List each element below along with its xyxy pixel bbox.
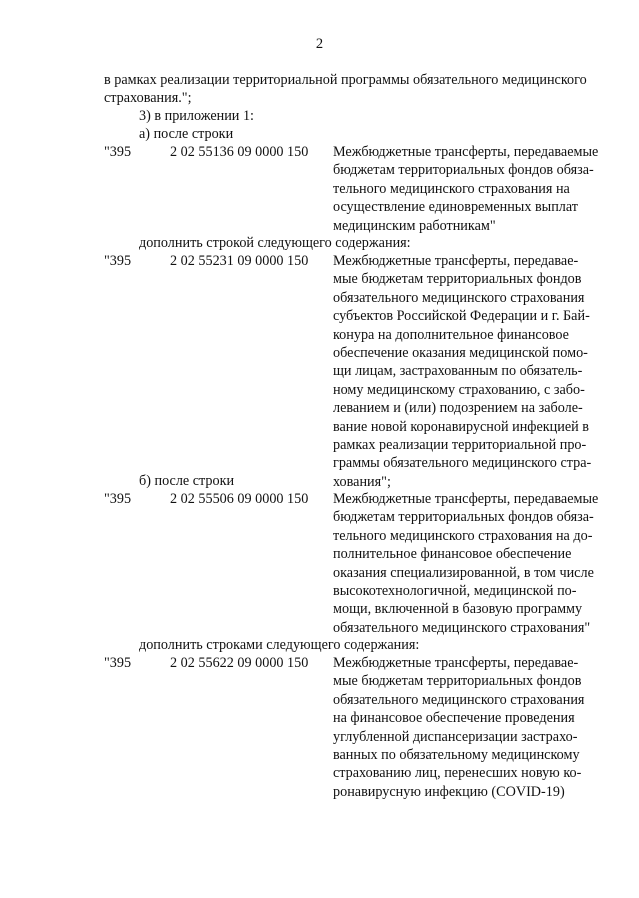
description-line: высокотехнологичной, медицинской по- <box>333 583 577 600</box>
description-line: обязательного медицинского страхования <box>333 691 585 708</box>
item-a-heading: а) после строки <box>139 126 234 142</box>
description-line: конура на дополнительное финансовое <box>333 326 569 343</box>
item-b-heading: б) после строки <box>139 473 235 489</box>
description-line: бюджетам территориальных фондов обяза- <box>333 162 594 179</box>
description-line: обеспечение оказания медицинской помо- <box>333 345 588 362</box>
description-line: мощи, включенной в базовую программу <box>333 601 583 618</box>
description-line: обязательного медицинского страхования" <box>333 619 591 636</box>
description-line: тельного медицинского страхования на <box>333 180 570 197</box>
row-description <box>333 143 598 235</box>
page-number: 2 <box>315 36 324 52</box>
description-line: бюджетам территориальных фондов обяза- <box>333 509 594 526</box>
row-description <box>333 654 584 801</box>
budget-code: 2 02 55136 09 0000 150 <box>170 144 309 160</box>
description-line: медицинским работникам" <box>333 217 496 234</box>
description-line: тельного медицинского страхования на до- <box>333 527 593 544</box>
description-line: углубленной диспансеризации застрахо- <box>333 728 578 745</box>
budget-code: 2 02 55506 09 0000 150 <box>170 491 309 507</box>
admin-code: "395 <box>104 144 132 160</box>
admin-code: "395 <box>104 491 132 507</box>
description-line: обязательного медицинского страхования <box>333 289 585 306</box>
intro-line-1: в рамках реализации территориальной программы обязательного медицинского <box>104 72 587 88</box>
description-line: хования"; <box>333 473 391 490</box>
description-line: вание новой коронавирусной инфекцией в <box>333 418 590 435</box>
description-line: страхованию лиц, перенесших новую ко- <box>333 765 582 782</box>
description-line: Межбюджетные трансферты, передавае- <box>333 655 579 671</box>
description-line: субъектов Российской Федерации и г. Бай- <box>333 308 590 325</box>
description-line: ному медицинскому страхованию, с забо- <box>333 381 585 398</box>
item-3-heading: 3) в приложении 1: <box>139 108 254 124</box>
admin-code: "395 <box>104 253 132 269</box>
description-line: осуществление единовременных выплат <box>333 199 579 216</box>
row-description <box>333 490 598 637</box>
description-line: щи лицам, застрахованным по обязатель- <box>333 363 583 380</box>
intro-line-2: страхования."; <box>104 90 192 106</box>
admin-code: "395 <box>104 655 132 671</box>
description-line: мые бюджетам территориальных фондов <box>333 673 582 690</box>
description-line: граммы обязательного медицинского стра- <box>333 455 592 472</box>
row-description <box>333 252 591 491</box>
add-single-line-heading: дополнить строкой следующего содержания: <box>139 235 411 251</box>
description-line: ронавирусную инфекцию (COVID-19) <box>333 783 565 800</box>
description-line: ванных по обязательному медицинскому <box>333 747 580 764</box>
description-line: Межбюджетные трансферты, передаваемые <box>333 491 599 507</box>
budget-code: 2 02 55231 09 0000 150 <box>170 253 309 269</box>
description-line: полнительное финансовое обеспечение <box>333 546 572 563</box>
description-line: на финансовое обеспечение проведения <box>333 710 575 727</box>
description-line: рамках реализации территориальной про- <box>333 437 587 454</box>
add-multiple-lines-heading: дополнить строками следующего содержания: <box>139 637 420 653</box>
description-line: Межбюджетные трансферты, передаваемые <box>333 144 599 160</box>
budget-code: 2 02 55622 09 0000 150 <box>170 655 309 671</box>
description-line: Межбюджетные трансферты, передавае- <box>333 253 579 269</box>
description-line: оказания специализированной, в том числе <box>333 564 594 581</box>
description-line: мые бюджетам территориальных фондов <box>333 271 582 288</box>
description-line: леванием и (или) подозрением на заболе- <box>333 400 583 417</box>
